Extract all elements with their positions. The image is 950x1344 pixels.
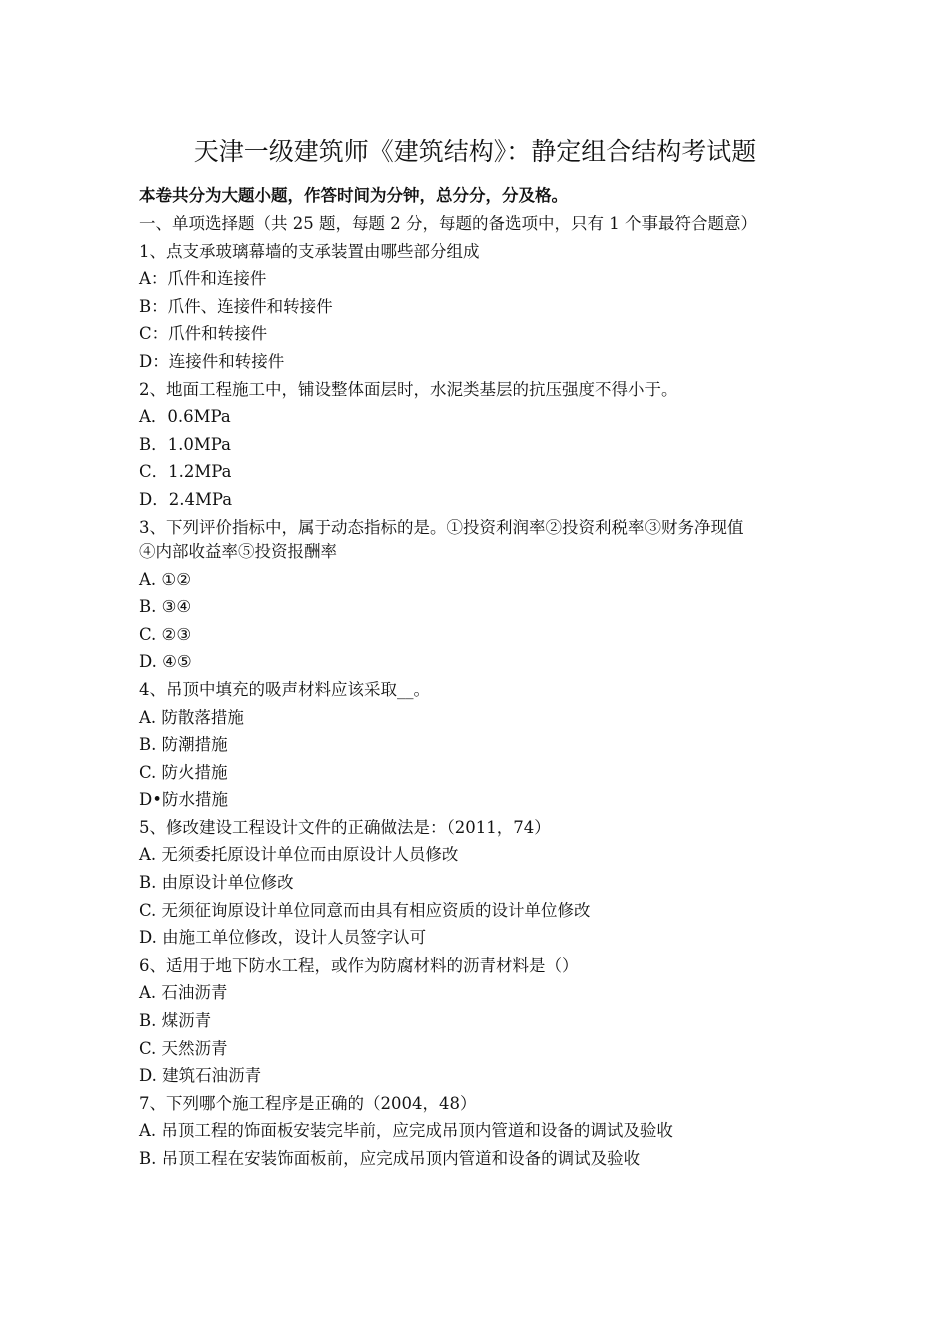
option-c: C. ②③ [139,624,192,644]
question-7 [139,1090,819,1173]
option-b: B：爪件、连接件和转接件 [139,296,333,316]
question-stem: 7、下列哪个施工程序是正确的（2004，48） [139,1093,477,1113]
question-stem: 5、修改建设工程设计文件的正确做法是：（2011，74） [139,817,551,837]
question-2 [139,376,819,514]
option-a: A. 石油沥青 [139,983,228,1003]
question-4 [139,676,819,814]
question-stem: 2、地面工程施工中，铺设整体面层时，水泥类基层的抗压强度不得小于。 [139,379,678,399]
option-b: B. 吊顶工程在安装饰面板前，应完成吊顶内管道和设备的调试及验收 [139,1149,641,1168]
option-b: B. 煤沥青 [139,1011,212,1031]
option-a: A. 防散落措施 [139,707,244,727]
document-body [139,182,819,1173]
question-stem: 4、吊顶中填充的吸声材料应该采取__。 [139,679,430,699]
option-c: C．1.2MPa [139,462,232,482]
option-a: A. ①② [139,569,191,589]
document-title: 天津一级建筑师《建筑结构》：静定组合结构考试题 [193,137,757,166]
question-3 [139,516,819,676]
option-a: A. 吊顶工程的饰面板安装完毕前，应完成吊顶内管道和设备的调试及验收 [139,1121,673,1141]
question-6 [139,952,819,1090]
question-stem: 6、适用于地下防水工程，或作为防腐材料的沥青材料是（） [139,955,579,975]
option-d: D•防水措施 [139,790,228,810]
option-c: C. 防火措施 [139,762,228,782]
option-a: A．0.6MPa [139,407,231,427]
exam-intro: 本卷共分为大题小题，作答时间为分钟，总分分，分及格。 [139,186,568,205]
question-stem: 3、下列评价指标中，属于动态指标的是。①投资利润率②投资利税率③财务净现值④内部收益率⑤投资报酬率 [139,517,744,561]
option-b: B．1.0MPa [139,434,231,454]
option-d: D. ④⑤ [139,652,192,672]
option-c: C. 无须征询原设计单位同意而由具有相应资质的设计单位修改 [139,900,591,920]
question-5 [139,814,819,952]
option-d: D. 由施工单位修改，设计人员签字认可 [139,928,427,948]
option-a: A. 无须委托原设计单位而由原设计人员修改 [139,845,459,865]
question-1 [139,238,819,376]
option-a: A：爪件和连接件 [139,269,267,289]
section-heading: 一、单项选择题（共 25 题，每题 2 分，每题的备选项中，只有 1 个事最符合题意） [139,213,757,233]
option-d: D. 建筑石油沥青 [139,1066,262,1086]
option-c: C. 天然沥青 [139,1038,228,1058]
option-b: B. ③④ [139,597,192,617]
option-c: C：爪件和转接件 [139,324,268,344]
option-d: D．2.4MPa [139,489,233,509]
option-b: B. 由原设计单位修改 [139,873,294,893]
option-d: D：连接件和转接件 [139,351,285,371]
question-stem: 1、点支承玻璃幕墙的支承装置由哪些部分组成 [139,241,480,261]
option-b: B. 防潮措施 [139,735,228,755]
